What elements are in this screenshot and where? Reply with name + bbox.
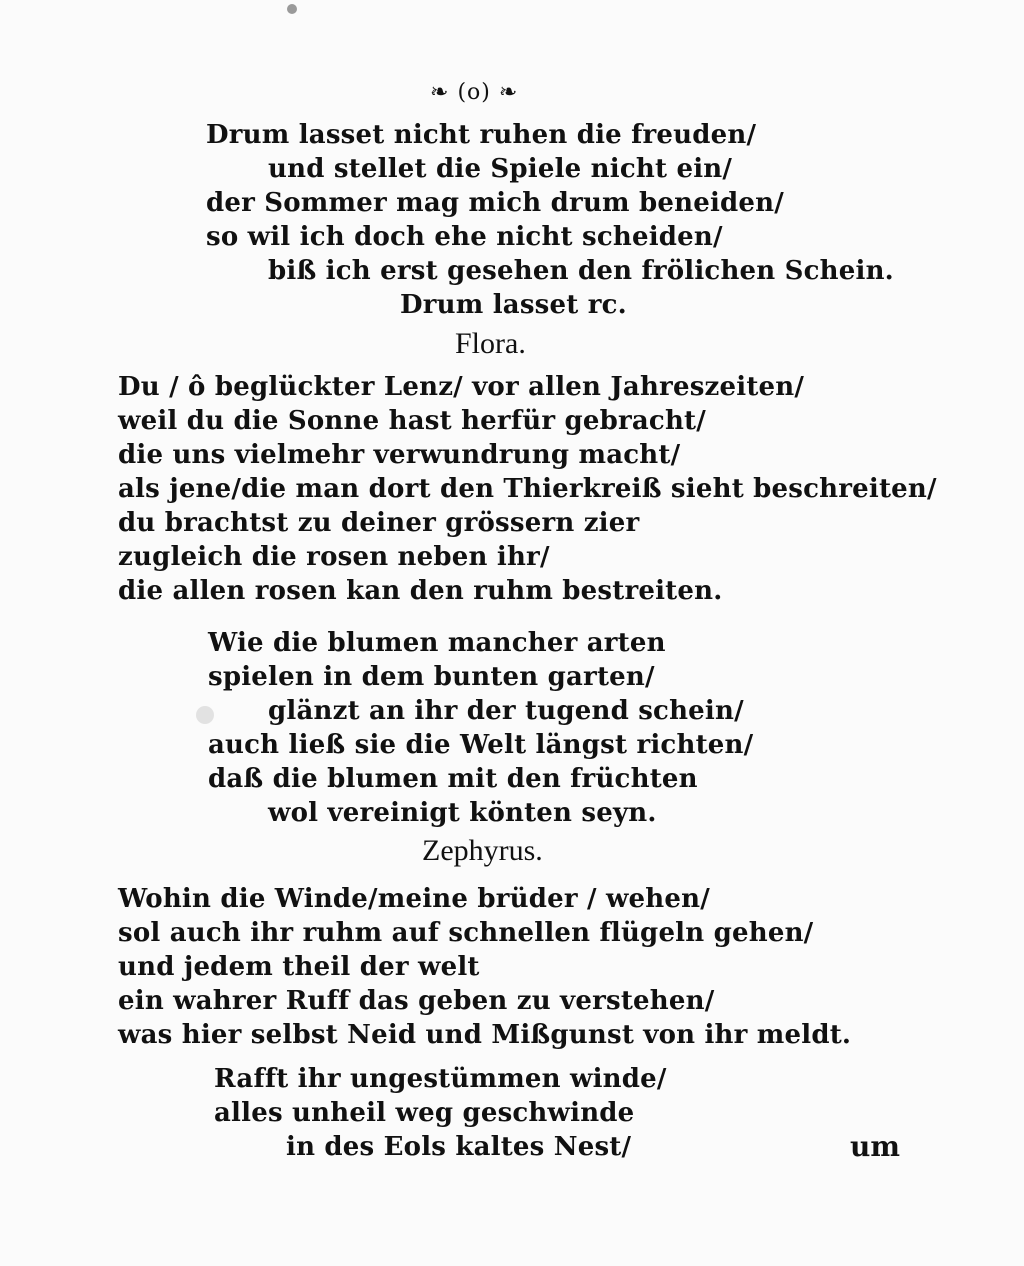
verse-line: in des Eols kaltes Nest/ bbox=[286, 1132, 632, 1162]
verse-line: und jedem theil der welt bbox=[118, 952, 480, 982]
verse-line: so wil ich doch ehe nicht scheiden/ bbox=[206, 222, 723, 252]
verse-line: und stellet die Spiele nicht ein/ bbox=[268, 154, 733, 184]
verse-line: biß ich erst gesehen den frölichen Schein. bbox=[268, 256, 894, 286]
verse-line: wol vereinigt könten seyn. bbox=[268, 798, 657, 828]
verse-line: glänzt an ihr der tugend schein/ bbox=[268, 696, 744, 726]
left-ornament-icon: ❧ bbox=[430, 80, 450, 105]
verse-line: Wohin die Winde/meine brüder / wehen/ bbox=[118, 884, 710, 914]
verse-line: Rafft ihr ungestümmen winde/ bbox=[214, 1064, 667, 1094]
verse-line: der Sommer mag mich drum beneiden/ bbox=[206, 188, 784, 218]
speaker-heading: Flora. bbox=[455, 327, 526, 360]
page-header bbox=[430, 80, 518, 105]
verse-line: spielen in dem bunten garten/ bbox=[208, 662, 655, 692]
verse-line: alles unheil weg geschwinde bbox=[214, 1098, 635, 1128]
verse-line: die uns vielmehr verwundrung macht/ bbox=[118, 440, 681, 470]
verse-line: weil du die Sonne hast herfür gebracht/ bbox=[118, 406, 706, 436]
ink-speck bbox=[196, 706, 214, 724]
verse-line: zugleich die rosen neben ihr/ bbox=[118, 542, 550, 572]
ink-speck bbox=[287, 4, 297, 14]
verse-line: Wie die blumen mancher arten bbox=[208, 628, 666, 658]
verse-line: sol auch ihr ruhm auf schnellen flügeln gehen/ bbox=[118, 918, 814, 948]
verse-line: du brachtst zu deiner grössern zier bbox=[118, 508, 640, 538]
verse-line: Drum lasset nicht ruhen die freuden/ bbox=[206, 120, 757, 150]
verse-line: was hier selbst Neid und Mißgunst von ihr meldt. bbox=[118, 1020, 852, 1050]
verse-line: als jene/die man dort den Thierkreiß sieht beschreiten/ bbox=[118, 474, 937, 504]
catchword: um bbox=[850, 1130, 900, 1163]
verse-line: auch ließ sie die Welt längst richten/ bbox=[208, 730, 754, 760]
verse-line: daß die blumen mit den früchten bbox=[208, 764, 698, 794]
verse-line: Du / ô beglückter Lenz/ vor allen Jahreszeiten/ bbox=[118, 372, 805, 402]
speaker-heading: Zephyrus. bbox=[422, 834, 543, 867]
right-ornament-icon: ❧ bbox=[498, 80, 519, 105]
page-marker: (o) bbox=[457, 80, 491, 105]
verse-line: die allen rosen kan den ruhm bestreiten. bbox=[118, 576, 723, 606]
verse-line: ein wahrer Ruff das geben zu verstehen/ bbox=[118, 986, 715, 1016]
verse-line: Drum lasset rc. bbox=[400, 290, 627, 320]
